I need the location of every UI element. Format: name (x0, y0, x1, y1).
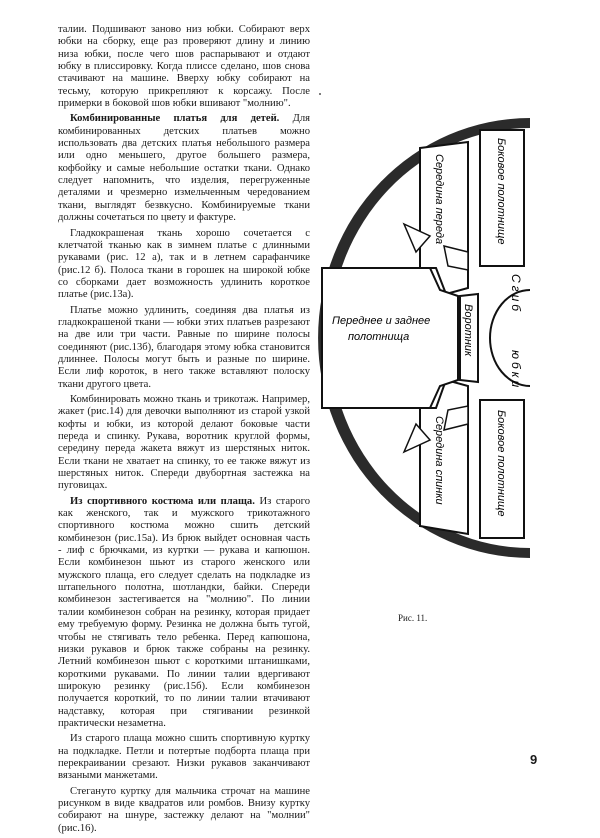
label-fold-2: юбки (509, 350, 523, 391)
paragraph-3: Гладкокрашеная ткань хорошо сочетается с клетчатой тканью как в зимнем платье с длинными рукавами (рис. 12 а), так и в летнем сарафанчике (рис.12 б). Полоса ткани в горошек на широкой юбке со сборками дает возможность удлинить короткое платье (рис.13а). (58, 227, 310, 301)
heading-sport-suit: Из спортивного костюма или плаща. (70, 495, 255, 507)
heading-combined-dresses: Комбинированные платья для детей. (70, 113, 280, 125)
scan-speck (319, 93, 321, 95)
label-collar: Воротник (462, 304, 474, 357)
paragraph-7: Из старого плаща можно сшить спортивную куртку на подкладке. Петли и потертые подборта плаща при перекраивании срезают. Низки рукавов заканчивают вязаными манжетами. (58, 733, 310, 782)
label-side-panel-bottom: Боковое полотнище (495, 410, 507, 517)
paragraph-2-body: Для комбинированных детских платьев можно использовать два детских платья небольшого размера или одно меньшего, другое большего размера, кофбойку и самые небольшие остатки ткани. Однако следует напомнить, что изделия, перегруженные деталями и чрезмерно измельченным чередованием ткани, выглядят безвкусно. Комбинируемые ткани должны сочетаться по цвету и фактуре. (58, 113, 310, 224)
label-front-back-line1: Переднее и заднее (332, 315, 431, 327)
paragraph-6 (58, 496, 310, 731)
main-text-column (58, 24, 310, 838)
label-side-panel-top: Боковое полотнище (495, 138, 507, 245)
pattern-figure (318, 118, 530, 558)
paragraph-4: Платье можно удлинить, соединяя два платья из гладкокрашеной ткани — юбки этих платьев разрезают на две или три части. Равные по ширине полосы соединяют (рис.13б), благодаря этому юбка становится длиннее. Полосы могут быть и разные по ширине. Если лиф короток, в него также вставляют полоску ткани другого цвета. (58, 304, 310, 390)
paragraph-8: Стегануто куртку для мальчика строчат на машине рисунком в виде квадратов или ромбов. Внизу куртку собирают на шнуре, застежку делают на "молнии" (рис.16). (58, 785, 310, 834)
paragraph-2 (58, 113, 310, 224)
paragraph-1: талии. Подшивают заново низ юбки. Собирают верх юбки на сборку, еще раз проверяют длину и линию низа юбки, после чего шов распарывают и отдают юбку в плиссировку. Когда плиссе сделано, шов снова стачивают на машине. Вверху юбку собирают на тесьму, которую прикрепляют к корсажу. После примерки в боковой шов юбки вшивают "молнию". (58, 24, 310, 110)
figure-caption: Рис. 11. (398, 613, 428, 623)
paragraph-6-body: Из старого как женского, так и мужского трикотажного спортивного костюма можно сшить детский комбинезон (рис.15а). Из брюк выйдет основная часть - лиф с брючками, из куртки — рукава и капюшон. Если комбинезон шьют из старого женского или мужского плаща, его следует сделать на подкладке из штапельного полотна, шотландки, байки. Спереди комбинезон застегивается на "молнию". По линии талии комбинезон собран на резинку, которая придает ему требуемую форму. Резинка не должна быть тугой, чтобы не стягивать тело ребенка. Перед капюшона, низки рукавов и брюк также собраны на резинку. Летний комбинезон шьют с короткими штанишками, короткими рукавами. По линии талии вдергивают широкую резинку (рис.15б). Если комбинезон получается короткий, то по линии талии втачивают надставку, которая при стягивании резинкой практически незаметна. (58, 495, 310, 729)
label-front-middle: Середина переда (433, 154, 445, 245)
paragraph-5: Комбинировать можно ткань и трикотаж. Например, жакет (рис.14) для девочки выполняют из старой узкой кофты и юбки, из которой делают боковые части переда и спинку. Рукава, воротник круглой формы, середину переда жакета вяжут из шерстяных ниток. Если ткани не хватает на спинку, то ее также вяжут из шерстяных ниток. Спереди двубортная застежка на пуговицах. (58, 393, 310, 492)
label-front-back-line2: полотнища (348, 331, 410, 343)
label-back-middle: Середина спинки (433, 416, 445, 505)
label-fold-1: Сгиб (509, 274, 523, 315)
page-number: 9 (530, 752, 538, 767)
